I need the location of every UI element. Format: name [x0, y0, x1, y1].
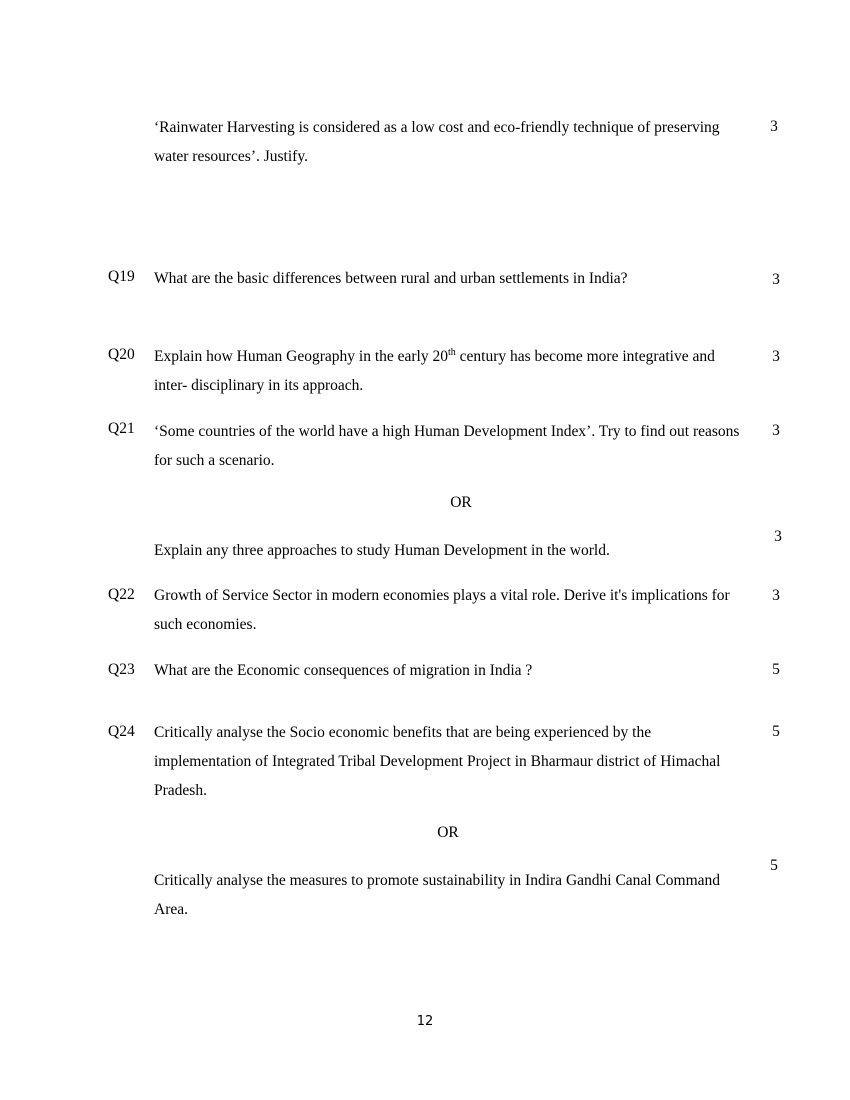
- question-text-q20-part2: century has become more integrative and inter- disciplinary in its approach.: [154, 348, 715, 394]
- or-separator-q21: OR: [450, 494, 472, 511]
- question-text-q21: ‘Some countries of the world have a high Human Development Index’. Try to find out reasons for such a scenario.: [154, 423, 740, 469]
- page-number: 12: [416, 1014, 434, 1029]
- question-number-q22: Q22: [108, 586, 135, 603]
- question-number-q24: Q24: [108, 723, 135, 740]
- question-number-q19: Q19: [108, 268, 135, 285]
- question-text-q24: Critically analyse the Socio economic benefits that are being experienced by the implementation of Integrated Tribal Development Project in Bharmaur district of Himachal Pradesh.: [154, 724, 721, 799]
- marks-q20: 3: [772, 348, 780, 365]
- question-text-q23: What are the Economic consequences of migration in India ?: [154, 662, 533, 679]
- question-number-q21: Q21: [108, 420, 135, 437]
- marks-rainwater: 3: [770, 118, 778, 135]
- marks-q21: 3: [772, 422, 780, 439]
- question-text-q24-alternative: Critically analyse the measures to promote sustainability in Indira Gandhi Canal Command Area.: [154, 872, 721, 918]
- marks-q19: 3: [772, 271, 780, 288]
- question-text-q20-part1: Explain how Human Geography in the early 20: [154, 348, 448, 365]
- marks-q24-alternative: 5: [770, 857, 778, 874]
- question-number-q23: Q23: [108, 661, 135, 678]
- marks-q23: 5: [772, 661, 780, 678]
- marks-q21-alternative: 3: [774, 528, 782, 545]
- or-separator-q24: OR: [437, 824, 459, 841]
- question-text-q21-alternative: Explain any three approaches to study Human Development in the world.: [154, 542, 610, 559]
- question-text-q20: [154, 342, 744, 400]
- question-text-q20-superscript: th: [448, 346, 456, 358]
- question-number-q20: Q20: [108, 346, 135, 363]
- marks-q24: 5: [772, 723, 780, 740]
- marks-q22: 3: [772, 587, 780, 604]
- question-text-rainwater: ‘Rainwater Harvesting is considered as a low cost and eco-friendly technique of preserving water resources’. Justify.: [154, 119, 720, 165]
- question-text-q22: Growth of Service Sector in modern economies plays a vital role. Derive it's implications for such economies.: [154, 587, 730, 633]
- question-text-q19: What are the basic differences between rural and urban settlements in India?: [154, 270, 628, 287]
